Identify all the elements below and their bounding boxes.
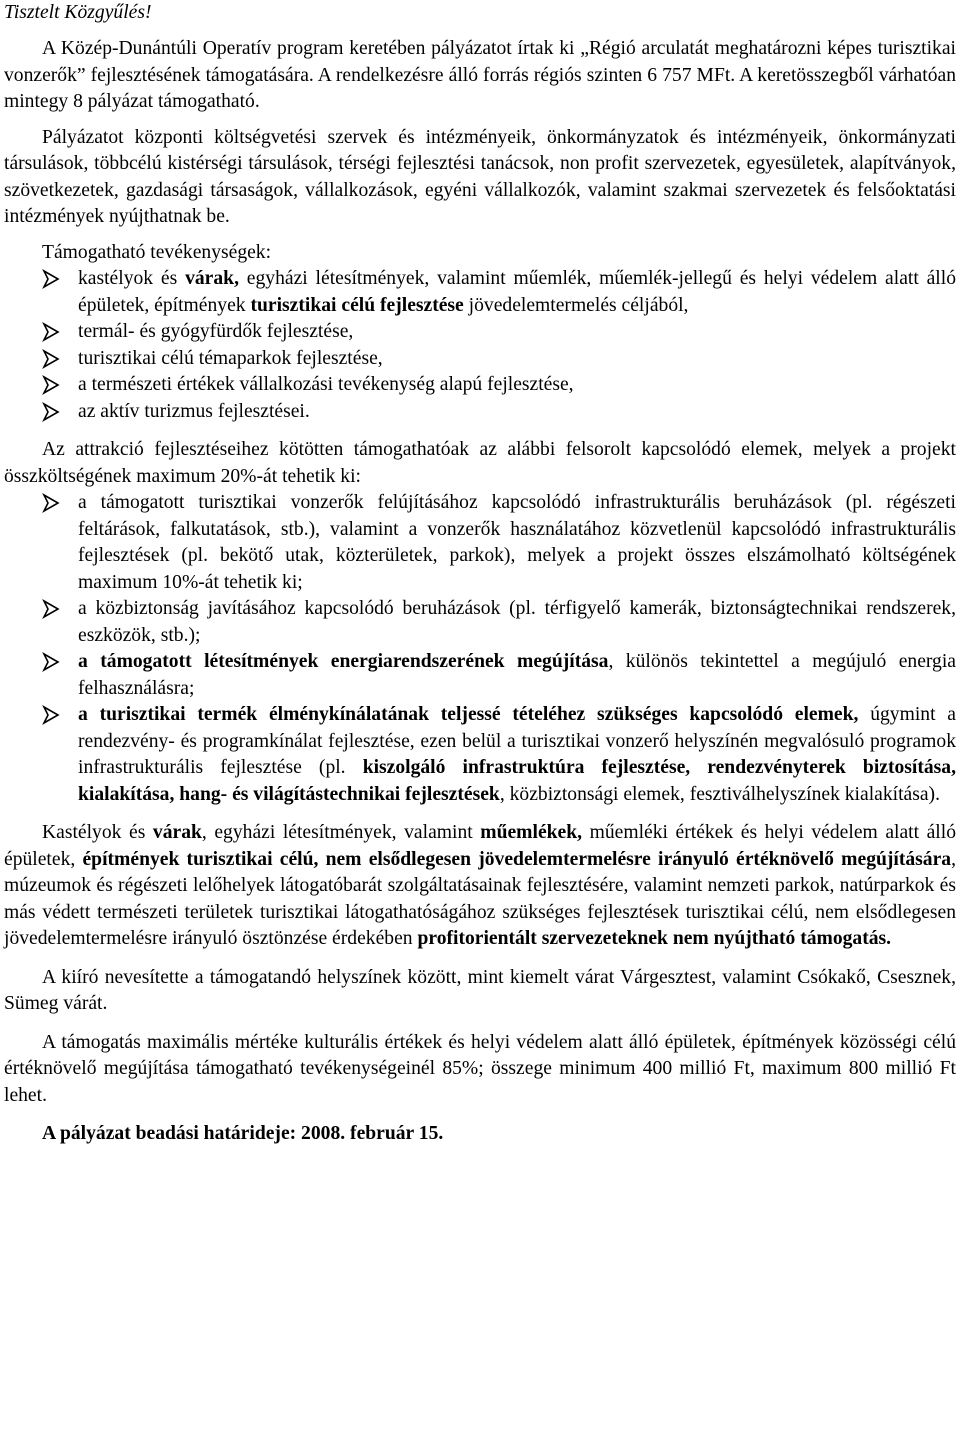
list-item [4,490,956,596]
activity-text: az aktív turizmus fejlesztései. [78,400,310,422]
arrow-bullet-icon [42,399,64,425]
list-item [4,596,956,649]
activities-heading: Támogatható tevékenységek: [42,241,272,263]
activity-text: kastélyok és [78,268,186,289]
arrow-bullet-icon [42,346,64,372]
arrow-bullet-icon [42,702,64,728]
castles-bold: várak [152,822,202,843]
castles-text: műemléki értékek és helyi védelem alatt álló épületek, [4,822,956,870]
castles-text: Kastélyok és [42,822,153,843]
arrow-bullet-icon [42,372,64,398]
list-item [4,266,956,319]
attraction-text: a támogatott turisztikai vonzerők felújításához kapcsolódó infrastrukturális beruházások (pl. régészeti feltárások, falkutatások, stb.), valamint a vonzerők használatához közvetlenül kapcsolódó infrastrukturális fejlesztések (pl. bekötő utak, közterületek, parkok), melyek a projekt összes elszámolható költségének maximum 10%-át tehetik ki; [78,492,956,593]
arrow-bullet-icon [42,596,64,622]
castles-bold: építmények turisztikai célú, nem elsődlegesen jövedelemtermelésre irányuló értéknövelő megújítására [82,848,952,870]
castles-text: , múzeumok és régészeti lelőhelyek látogatóbarát szolgáltatásainak fejlesztésére, valamint nemzeti parkok, natúrparkok és más védett természeti területek turisztikai látogathatóságához szükséges fejlesztések turisztikai célú, nem elsődlegesen jövedelemtermelésre irányuló ösztönzése érdekében [4,848,956,949]
attraction-bold: a turisztikai termék élménykínálatának teljessé tételéhez szükséges kapcsolódó elemek, [78,704,859,725]
list-item [4,346,956,373]
attraction-text: , különös tekintettel a megújuló energia felhasználásra; [78,651,956,699]
activities-list [4,266,956,425]
list-item [4,399,956,426]
named-castles-paragraph: A kiíró nevesítette a támogatandó helyszínek között, mint kiemelt várat Várgesztest, valamint Csókakő, Csesznek, Sümeg várát. [4,966,956,1014]
attraction-text: a közbiztonság javításához kapcsolódó beruházások (pl. térfigyelő kamerák, biztonságtechnikai rendszerek, eszközök, stb.); [78,598,956,646]
attraction-text: úgymint a rendezvény- és programkínálat fejlesztése, ezen belül a turisztikai vonzerő helyszínén megvalósuló programok infrastrukturális fejlesztése (pl. [78,704,956,778]
applicants-paragraph: Pályázatot központi költségvetési szervek és intézményeik, önkormányzatok és intézményeik, önkormányzati társulások, többcélú kistérségi társulások, térségi fejlesztési tanácsok, non profit szervezetek, egyesületek, alapítványok, szövetkezetek, gazdasági társaságok, vállalkozások, egyéni vállalkozók, valamint szakmai szervezetek és felsőoktatási intézmények nyújthatnak be. [4,126,956,227]
activity-text: turisztikai célú témaparkok fejlesztése, [78,347,383,369]
intro-paragraph: A Közép-Dunántúli Operatív program keretében pályázatot írtak ki „Régió arculatát meghatározni képes turisztikai vonzerők” fejlesztésének támogatására. A rendelkezésre álló forrás régiós szinten 6 757 MFt. A keretösszegből várhatóan mintegy 8 pályázat támogatható. [4,38,956,112]
castles-paragraph [4,820,956,953]
castles-text: , egyházi létesítmények, valamint [201,822,481,843]
activity-text: termál- és gyógyfürdők fejlesztése, [78,321,354,342]
arrow-bullet-icon [42,649,64,675]
list-item [4,649,956,702]
castles-bold: műemlékek, [480,822,583,843]
attraction-bold: a támogatott létesítmények energiarendszerének megújítása [78,651,609,672]
arrow-bullet-icon [42,319,64,345]
activity-bold: turisztikai célú fejlesztése [250,294,464,316]
castles-bold: profitorientált szervezeteknek nem nyújtható támogatás. [417,928,892,949]
activity-text: jövedelemtermelés céljából, [463,294,689,316]
attraction-intro: Az attrakció fejlesztéseihez kötötten támogathatóak az alábbi felsorolt kapcsolódó elemek, melyek a projekt összköltségének maximum 20%-át tehetik ki: [4,439,956,487]
list-item [4,372,956,399]
list-item [4,319,956,346]
arrow-bullet-icon [42,490,64,516]
activity-text: a természeti értékek vállalkozási tevékenység alapú fejlesztése, [78,374,574,395]
arrow-bullet-icon [42,266,64,292]
attraction-list [4,490,956,808]
activity-bold: várak, [185,268,239,289]
attraction-text: , közbiztonsági elemek, fesztiválhelyszínek kialakítása). [499,783,940,805]
attraction-bold: kiszolgáló infrastruktúra fejlesztése, rendezvényterek biztosítása, kialakítása, hang- és világítástechnikai fejlesztések [78,757,956,805]
salutation: Tisztelt Közgyűlés! [4,2,152,23]
deadline: A pályázat beadási határideje: 2008. február 15. [42,1123,444,1144]
max-support-paragraph: A támogatás maximális mértéke kulturális értékek és helyi védelem alatt álló épületek, építmények közösségi célú értéknövelő megújítása támogatható tevékenységeinél 85%; összege minimum 400 millió Ft, maximum 800 millió Ft lehet. [4,1031,956,1106]
list-item [4,702,956,808]
activity-text: egyházi létesítmények, valamint műemlék, műemlék-jellegű és helyi védelem alatt álló épületek, építmények [78,268,956,316]
